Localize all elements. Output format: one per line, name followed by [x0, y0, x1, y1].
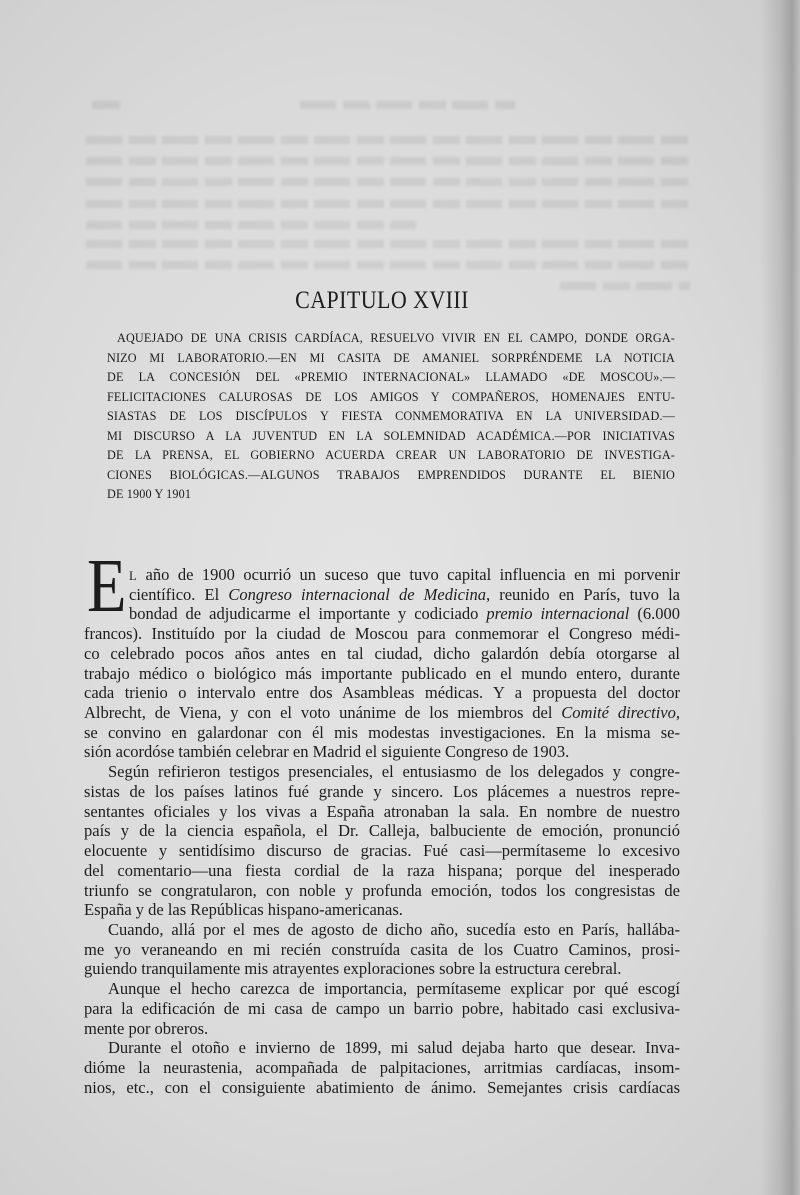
bleed-through-mark: [92, 101, 120, 109]
paragraph: [84, 979, 680, 1038]
italic-phrase: Congreso internacional de Medicina: [228, 584, 486, 604]
summary-line: NIZO MI LABORATORIO.—EN MI CASITA DE AMANIEL SORPRÉNDEME LA NOTICIA: [107, 350, 675, 365]
text-line: Durante el otoño e invierno de 1899, mi salud dejaba harto que desear. Inva-: [108, 1038, 680, 1058]
chapter-title: CAPITULO XVIII: [295, 285, 469, 314]
text-line: elocuente y sentidísimo discurso de gracias. Fué casi—permítaseme lo excesivo: [84, 841, 680, 861]
text-line: país y de la ciencia española, el Dr. Calleja, balbuciente de emoción, pronunció: [84, 821, 680, 841]
text-line: [84, 585, 680, 605]
text-line: Según refirieron testigos presenciales, el entusiasmo de los delegados y congre-: [108, 762, 680, 782]
text-run: científico. El: [129, 584, 229, 604]
bleed-through-mark: [86, 136, 690, 144]
text-line: [84, 604, 680, 624]
bleed-through-mark: [86, 221, 416, 229]
text-line: dióme la neurastenia, acompañada de palpitaciones, arritmias cardíacas, insom-: [84, 1057, 680, 1077]
scan-edge-shadow: [760, 0, 800, 1195]
text-line: mente por obreros.: [84, 1018, 209, 1038]
text-line: sistas de los países latinos fué grande y sincero. Los plácemes a nuestros repre-: [84, 781, 680, 801]
paragraph: [84, 920, 680, 979]
text-line: francos). Instituído por la ciudad de Moscou para conmemorar el Congreso médi-: [84, 624, 680, 644]
text-run: bondad de adjudicarme el importante y codiciado: [129, 604, 487, 624]
summary-line: DE LA CONCESIÓN DEL «PREMIO INTERNACIONAL» LLAMADO «DE MOSCOU».—: [107, 370, 675, 384]
text-line: se convino en galardonar con él mis modestas investigaciones. En la misma se-: [84, 722, 680, 742]
bleed-through-mark: [86, 240, 690, 248]
paragraph: [84, 565, 680, 762]
text-run: , reunido en París, tuvo la: [485, 584, 680, 604]
text-line: nios, etc., con el consiguiente abatimiento de ánimo. Semejantes crisis cardíacas: [84, 1077, 680, 1097]
text-line: para la edificación de mi casa de campo un barrio pobre, habitado casi exclusiva-: [84, 998, 680, 1018]
summary-line: DE LA PRENSA, EL GOBIERNO ACUERDA CREAR UN LABORATORIO DE INVESTIGA-: [107, 448, 675, 462]
chapter-summary: [107, 329, 675, 505]
drop-cap: E: [87, 544, 127, 628]
summary-line: CIONES BIOLÓGICAS.—ALGUNOS TRABAJOS EMPRENDIDOS DURANTE EL BIENIO: [107, 467, 675, 482]
text-run: (6.000: [629, 604, 680, 624]
text-line: cada trienio o intervalo entre dos Asambleas médicas. Y a propuesta del doctor: [84, 683, 680, 703]
text-line: [84, 565, 680, 585]
text-line: me yo veraneando en mi recién construída casita de los Cuatro Caminos, prosi-: [84, 939, 680, 959]
text-line: Aunque el hecho carezca de importancia, permítaseme explicar por qué escogí: [108, 979, 680, 999]
text-line: [84, 703, 680, 723]
body-text: [84, 565, 680, 1097]
bleed-through-mark: [86, 178, 690, 186]
text-line: triunfo se congratularon, con noble y profunda emoción, todos los congresistas de: [84, 880, 680, 900]
bleed-through-mark: [86, 261, 690, 269]
summary-line: SIASTAS DE LOS DISCÍPULOS Y FIESTA CONMEMORATIVA EN LA UNIVERSIDAD.—: [107, 409, 675, 423]
summary-line: MI DISCURSO A LA JUVENTUD EN LA SOLEMNIDAD ACADÉMICA.—POR INICIATIVAS: [107, 428, 675, 443]
bleed-through-mark: [300, 101, 515, 109]
paragraph: [84, 762, 680, 920]
text-line: España y de las Repúblicas hispano-americanas.: [84, 900, 403, 920]
text-run: ,: [675, 703, 680, 723]
bleed-through-mark: [86, 157, 690, 165]
bleed-through-mark: [86, 200, 690, 208]
italic-phrase: Comité directivo: [561, 703, 676, 723]
text-line: co celebrado pocos años antes en tal ciudad, dicho galardón debía otorgarse al: [84, 643, 680, 663]
text-line: trabajo médico o biológico más importante publicado en el mundo entero, durante: [84, 663, 680, 683]
paragraph: [84, 1038, 680, 1097]
summary-line: DE 1900 Y 1901: [107, 487, 192, 501]
text-line: sentantes oficiales y los vivas a España atronaban la sala. En nombre de nuestro: [84, 801, 680, 821]
text-line: sión acordóse también celebrar en Madrid el siguiente Congreso de 1903.: [84, 742, 570, 762]
summary-line: AQUEJADO DE UNA CRISIS CARDÍACA, RESUELVO VIVIR EN EL CAMPO, DONDE ORGA-: [117, 331, 675, 345]
text-run: año de 1900 ocurrió un suceso que tuvo capital influencia en mi porvenir: [137, 565, 680, 584]
text-run: Albrecht, de Viena, y con el voto unánime de los miembros del: [84, 703, 562, 723]
summary-line: FELICITACIONES CALUROSAS DE LOS AMIGOS Y COMPAÑEROS, HOMENAJES ENTU-: [107, 389, 675, 404]
text-line: del comentario—una fiesta cordial de la raza hispana; porque del inesperado: [84, 860, 680, 880]
small-caps-letter: L: [129, 569, 138, 583]
text-line: Cuando, allá por el mes de agosto de dicho año, sucedía esto en París, hallába-: [108, 919, 680, 939]
text-line: guiendo tranquilamente mis atrayentes exploraciones sobre la estructura cerebral.: [84, 959, 622, 979]
italic-phrase: premio internacional: [486, 604, 630, 624]
